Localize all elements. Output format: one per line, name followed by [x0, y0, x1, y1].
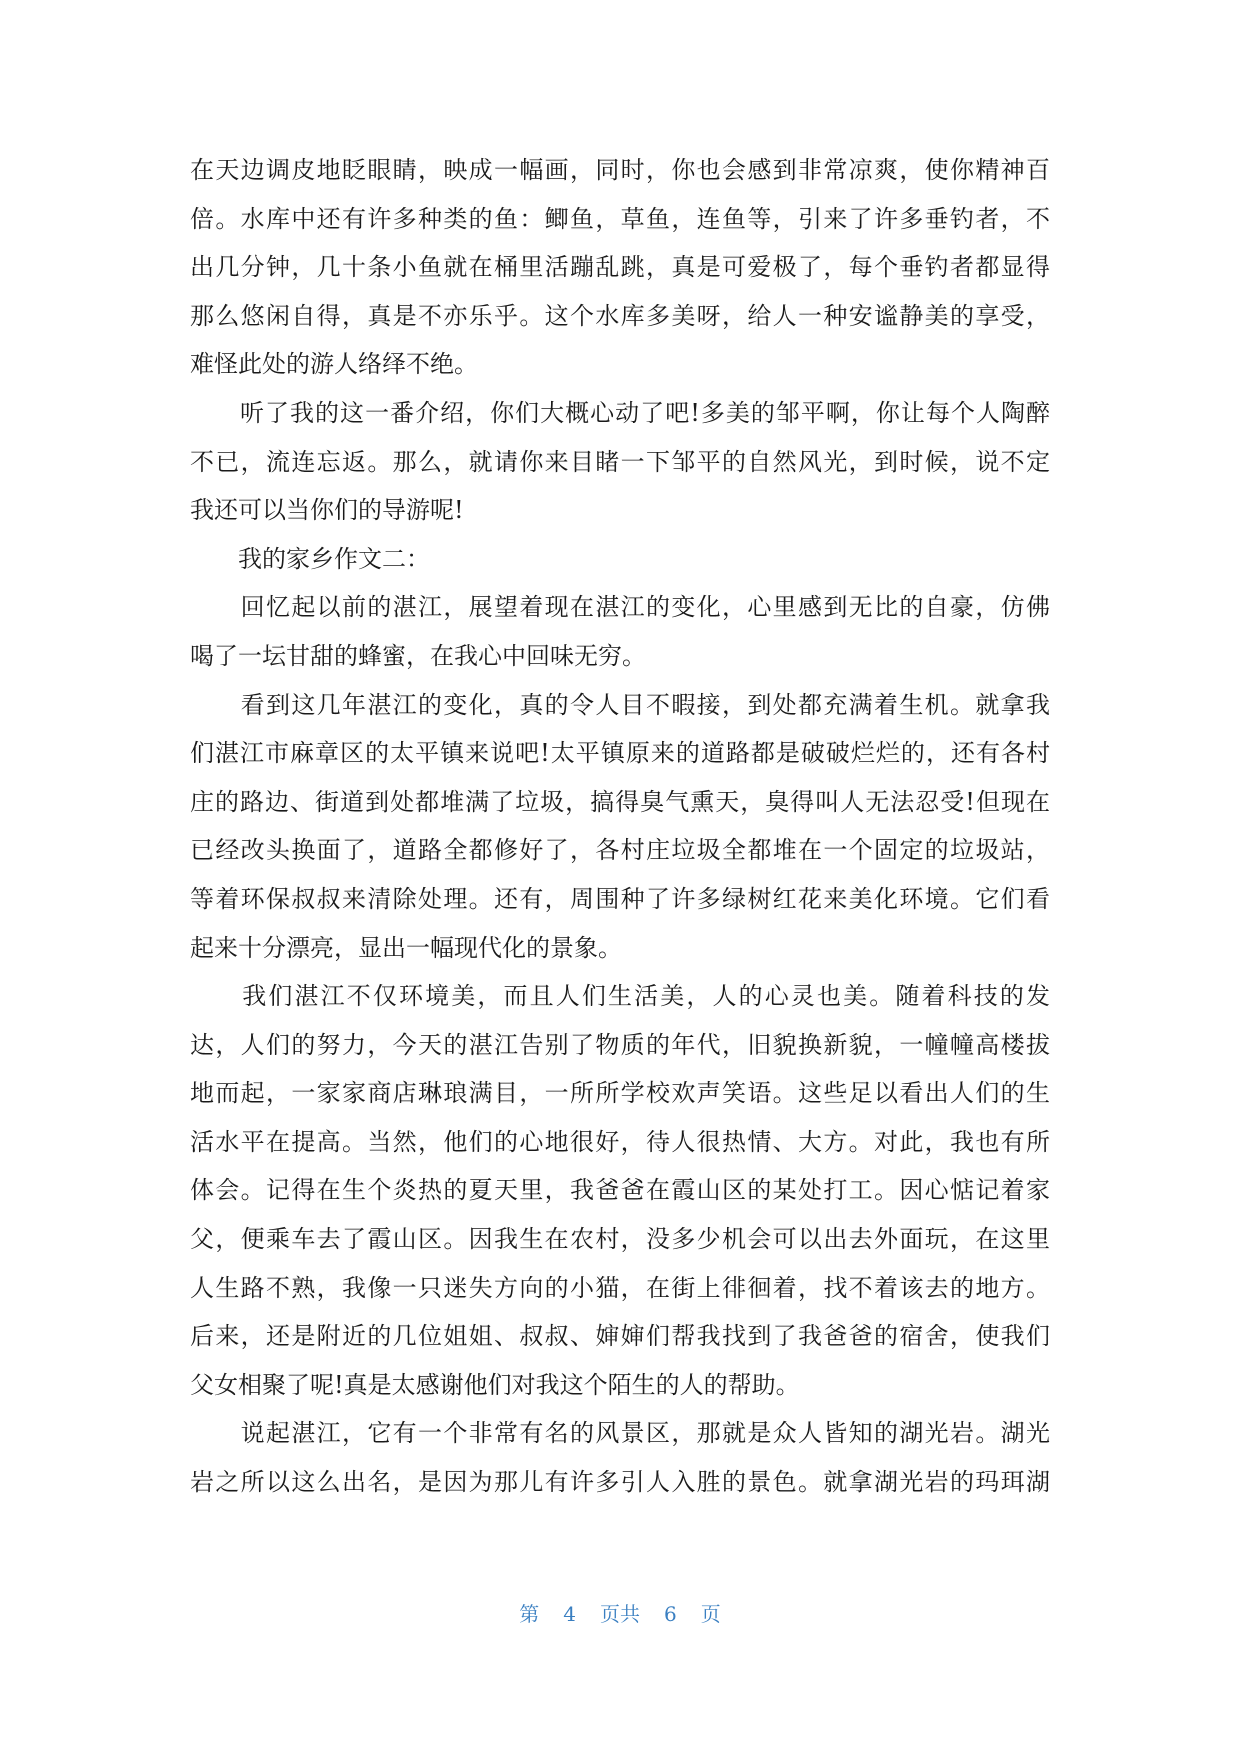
text-line: 喝了一坛甘甜的蜂蜜，在我心中回味无穷。 — [190, 641, 646, 670]
text-line: 体会。记得在生个炎热的夏天里，我爸爸在霞山区的某处打工。因心惦记着家 — [190, 1176, 1050, 1205]
text-line: 在天边调皮地眨眼睛，映成一幅画，同时，你也会感到非常凉爽，使你精神百 — [190, 156, 1050, 184]
text-line: 父，便乘车去了霞山区。因我生在农村，没多少机会可以出去外面玩，在这里 — [190, 1225, 1050, 1254]
text-line: 后来，还是附近的几位姐姐、叔叔、婶婶们帮我找到了我爸爸的宿舍，使我们 — [190, 1322, 1050, 1351]
text-line: 活水平在提高。当然，他们的心地很好，待人很热情、大方。对此，我也有所 — [190, 1127, 1050, 1156]
page-total-number: 6 — [664, 1602, 677, 1626]
text-line: 我还可以当你们的导游呢! — [190, 496, 464, 525]
text-line: 我的家乡作文二： — [190, 544, 430, 573]
text-line: 岩之所以这么出名，是因为那儿有许多引人入胜的景色。就拿湖光岩的玛珥湖 — [190, 1468, 1050, 1497]
text-line: 等着环保叔叔来清除处理。还有，周围种了许多绿树红花来美化环境。它们看 — [190, 884, 1050, 913]
text-line: 起来十分漂亮，显出一幅现代化的景象。 — [190, 933, 622, 962]
text-line: 们湛江市麻章区的太平镇来说吧!太平镇原来的道路都是破破烂烂的，还有各村 — [190, 739, 1050, 768]
page-footer — [0, 1598, 1240, 1627]
text-line: 庄的路边、街道到处都堆满了垃圾，搞得臭气熏天，臭得叫人无法忍受!但现在 — [190, 787, 1050, 816]
page-current-number: 4 — [563, 1602, 576, 1626]
text-line: 我们湛江不仅环境美，而且人们生活美，人的心灵也美。随着科技的发 — [190, 982, 1050, 1011]
document-body — [190, 146, 1050, 1507]
text-line: 出几分钟，几十条小鱼就在桶里活蹦乱跳，真是可爱极了，每个垂钓者都显得 — [190, 253, 1050, 282]
text-line: 倍。水库中还有许多种类的鱼：鲫鱼，草鱼，连鱼等，引来了许多垂钓者，不 — [190, 204, 1050, 233]
text-line: 不已，流连忘返。那么，就请你来目睹一下邹平的自然风光，到时候，说不定 — [190, 447, 1050, 476]
text-line: 达，人们的努力，今天的湛江告别了物质的年代，旧貌换新貌，一幢幢高楼拔 — [190, 1030, 1050, 1059]
text-line: 地而起，一家家商店琳琅满目，一所所学校欢声笑语。这些足以看出人们的生 — [190, 1079, 1050, 1108]
text-line: 看到这几年湛江的变化，真的令人目不暇接，到处都充满着生机。就拿我 — [190, 690, 1050, 719]
text-line: 人生路不熟，我像一只迷失方向的小猫，在街上徘徊着，找不着该去的地方。 — [190, 1273, 1050, 1302]
text-line: 已经改头换面了，道路全都修好了，各村庄垃圾全都堆在一个固定的垃圾站， — [190, 836, 1050, 865]
text-line: 难怪此处的游人络绎不绝。 — [190, 350, 478, 379]
text-line: 父女相聚了呢!真是太感谢他们对我这个陌生的人的帮助。 — [190, 1370, 800, 1399]
page-label-mid: 页共 — [600, 1602, 640, 1626]
text-line: 那么悠闲自得，真是不亦乐乎。这个水库多美呀，给人一种安谧静美的享受， — [190, 301, 1050, 330]
page-label-prefix: 第 — [519, 1602, 540, 1626]
text-line: 回忆起以前的湛江，展望着现在湛江的变化，心里感到无比的自豪，仿佛 — [190, 593, 1050, 622]
page-label-suffix: 页 — [700, 1602, 721, 1626]
text-line: 说起湛江，它有一个非常有名的风景区，那就是众人皆知的湖光岩。湖光 — [190, 1419, 1050, 1448]
text-line: 听了我的这一番介绍，你们大概心动了吧!多美的邹平啊，你让每个人陶醉 — [190, 398, 1050, 427]
